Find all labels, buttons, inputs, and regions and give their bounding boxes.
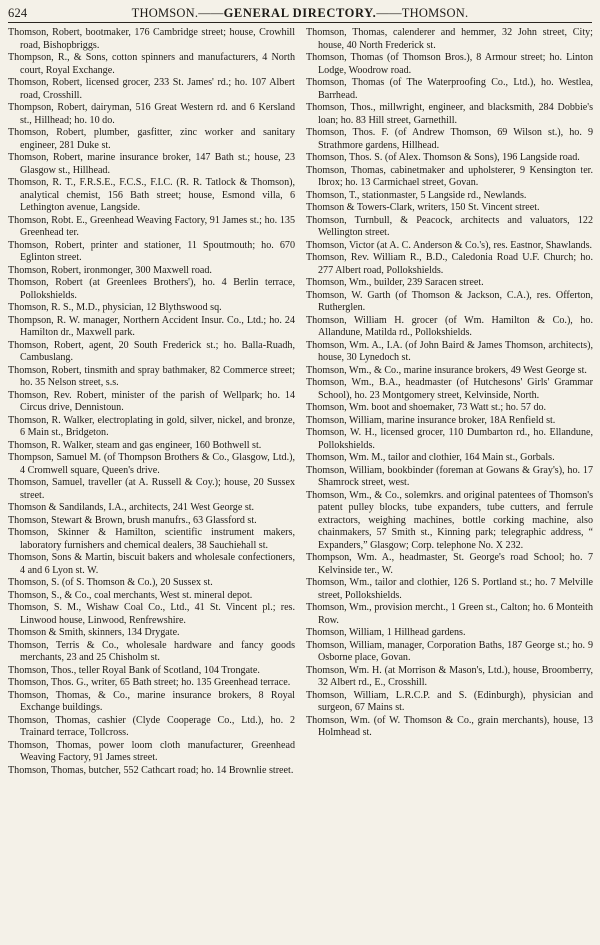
directory-entry: Thomson, William, marine insurance broker, 18A Renfield st.: [306, 414, 556, 426]
directory-entry: Thomson, Wm. M., tailor and clothier, 164 Main st., Gorbals.: [306, 452, 555, 463]
directory-entry: Thomson, R. T., F.R.S.E., F.C.S., F.I.C. (R. R. Tatlock & Thomson), analytical chemist, 156 Bath street; house, Esmond villa, 6 Lethington avenue, Langside.: [8, 177, 295, 213]
directory-entry: Thompson, R., & Sons, cotton spinners and manufacturers, 4 North court, Royal Exchange.: [8, 52, 295, 76]
directory-entry: Thomson, William, bookbinder (foreman at Gowans & Gray's), ho. 17 Shamrock street, west.: [306, 464, 593, 488]
header-left-word: THOMSON.: [131, 6, 199, 20]
directory-entry: Thomson, Thos., millwright, engineer, and blacksmith, 284 Dobbie's loan; ho. 83 Hill street, Garnethill.: [306, 102, 593, 126]
directory-entry: Thomson, Skinner & Hamilton, scientific instrument makers, laboratory furnishers and chemical dealers, 38 Sauchiehall st.: [8, 527, 295, 551]
directory-entry: Thomson, Thomas (of The Waterproofing Co., Ltd.), ho. Westlea, Barrhead.: [306, 77, 593, 101]
directory-entry: Thomson, Thomas, butcher, 552 Cathcart road; ho. 14 Brownlie street.: [8, 764, 294, 776]
page-header: [8, 4, 592, 24]
header-right-word: THOMSON.: [401, 6, 469, 20]
directory-entry: Thomson, S. M., Wishaw Coal Co., Ltd., 41 St. Vincent pl.; res. Linwood house, Linwood, Renfrewshire.: [8, 602, 295, 626]
directory-entry: Thomson, Robert, ironmonger, 300 Maxwell road.: [8, 264, 212, 276]
directory-entry: Thomson, Rev. William R., B.D., Caledonia Road U.F. Church; ho. 277 Albert road, Pollokshields.: [306, 252, 593, 276]
directory-entry: Thomson, Terris & Co., wholesale hardware and fancy goods merchants, 23 and 25 Chisholm st.: [8, 639, 295, 663]
directory-entry: Thomson, Wm., & Co., marine insurance brokers, 49 West George st.: [306, 364, 587, 376]
directory-entry: Thomson, Wm., B.A., headmaster (of Hutchesons' Girls' Grammar School), ho. 23 Montgomery street, Kelvinside, North.: [306, 377, 593, 401]
directory-entry: Thomson, Robert, licensed grocer, 233 St. James' rd.; ho. 107 Albert road, Crosshill.: [8, 77, 295, 101]
directory-entry: Thomson, Thos., teller Royal Bank of Scotland, 104 Trongate.: [8, 664, 260, 676]
directory-entry: Thomson, William, manager, Corporation Baths, 187 George st.; ho. 9 Osborne place, Govan.: [306, 639, 593, 663]
directory-entry: Thomson, William, 1 Hillhead gardens.: [306, 627, 466, 638]
directory-entry: Thomson, Thos. F. (of Andrew Thomson, 69 Wilson st.), ho. 9 Strathmore gardens, Hillhead.: [306, 127, 593, 151]
directory-entry: Thomson, R. Walker, steam and gas engineer, 160 Bothwell st.: [8, 439, 262, 451]
directory-entry: Thomson & Sandilands, I.A., architects, 241 West George st.: [8, 502, 255, 513]
directory-entry: Thomson, T., stationmaster, 5 Langside rd., Newlands.: [306, 189, 527, 201]
directory-entry: Thomson, Wm., tailor and clothier, 126 S. Portland st.; ho. 7 Melville street, Pollokshields.: [306, 577, 593, 601]
directory-entry: Thomson, S., & Co., coal merchants, West st. mineral depot.: [8, 589, 253, 601]
directory-entry: Thomson, Samuel, traveller (at A. Russell & Coy.); house, 20 Sussex street.: [8, 477, 295, 501]
directory-entry: Thomson, Stewart & Brown, brush manufrs., 63 Glassford st.: [8, 514, 257, 526]
directory-entry: Thomson, Thomas, cabinetmaker and upholsterer, 9 Kensington ter. Ibrox; ho. 13 Carmichael street, Govan.: [306, 164, 593, 188]
directory-entry: Thomson, Robert, agent, 20 South Frederick st.; ho. Balla-Ruadh, Cambuslang.: [8, 339, 295, 363]
directory-entry: Thomson, Thos. G., writer, 65 Bath street; ho. 135 Greenhead terrace.: [8, 677, 291, 688]
directory-entry: Thompson, Samuel M. (of Thompson Brothers & Co., Glasgow, Ltd.), 4 Cromwell square, Queen's drive.: [8, 452, 295, 476]
directory-entry: Thomson, Thomas (of Thomson Bros.), 8 Armour street; ho. Linton Lodge, Woodrow road.: [306, 52, 593, 76]
directory-entry: Thomson, Wm., & Co., solemkrs. and original patentees of Thomson's patent pulley blocks, tube expanders, tube cutters, and ferrule extractors, weighing machines, bottle corking machine, also chainmakers, 57 Smith st., Kinning park; telegraphic address, “ Expanders,” Glasgow; Corp. telephone No. X 232.: [306, 489, 593, 551]
directory-entry: Thomson, William, L.R.C.P. and S. (Edinburgh), physician and surgeon, 67 Mains st.: [306, 689, 593, 713]
directory-entry: Thomson, Thomas, cashier (Clyde Cooperage Co., Ltd.), ho. 2 Trainard terrace, Tollcross.: [8, 714, 295, 738]
running-title: THOMSON.——GENERAL DIRECTORY.——THOMSON.: [131, 6, 469, 20]
directory-entry: Thomson, Wm., builder, 239 Saracen street.: [306, 277, 484, 288]
directory-entry: Thomson, W. Garth (of Thomson & Jackson, C.A.), res. Offerton, Rutherglen.: [306, 289, 593, 313]
directory-entry: Thomson, Robert (at Greenlees Brothers'), ho. 4 Berlin terrace, Pollokshields.: [8, 277, 295, 301]
directory-entry: Thomson, R. S., M.D., physician, 12 Blythswood sq.: [8, 302, 222, 313]
directory-entry: Thomson, W. H., licensed grocer, 110 Dumbarton rd., ho. Ellandune, Pollokshields.: [306, 427, 593, 451]
directory-entry: Thomson, Wm. H. (at Morrison & Mason's, Ltd.), house, Broomberry, 32 Albert rd., E., Crosshill.: [306, 664, 593, 688]
directory-entry: Thomson, William H. grocer (of Wm. Hamilton & Co.), ho. Allandune, Matilda rd., Pollokshields.: [306, 314, 593, 338]
header-rule: [8, 22, 592, 23]
directory-entry: Thompson, R. W. manager, Northern Accident Insur. Co., Ltd.; ho. 24 Hamilton dr., Maxwell park.: [8, 314, 295, 338]
header-title: GENERAL DIRECTORY.: [223, 6, 377, 20]
directory-entry: Thomson, Turnbull, & Peacock, architects and valuators, 122 Wellington street.: [306, 214, 593, 238]
directory-entry: Thomson & Smith, skinners, 134 Drygate.: [8, 627, 180, 638]
directory-entry: Thompson, Wm. A., headmaster, St. George's road School; ho. 7 Kelvinside ter., W.: [306, 552, 593, 576]
directory-entry: Thomson, Wm., provision mercht., 1 Green st., Calton; ho. 6 Monteith Row.: [306, 602, 593, 626]
directory-entry: Thomson & Towers-Clark, writers, 150 St. Vincent street.: [306, 202, 540, 213]
directory-entry: Thomson, Robert, marine insurance broker, 147 Bath st.; house, 23 Glasgow st., Hillhead.: [8, 152, 295, 176]
directory-entry: Thomson, Wm. A., I.A. (of John Baird & James Thomson, architects), house, 30 Lynedoch st.: [306, 339, 593, 363]
directory-entry: Thomson, Thomas, calenderer and hemmer, 32 John street, City; house, 40 North Frederick st.: [306, 27, 593, 51]
page-number: 624: [8, 6, 28, 20]
directory-entry: Thomson, Sons & Martin, biscuit bakers and wholesale confectioners, 4 and 6 Lyon st. W.: [8, 552, 295, 576]
directory-entry: Thompson, Robert, dairyman, 516 Great Western rd. and 6 Kersland st., Hillhead; ho. 10 do.: [8, 102, 295, 126]
directory-entry: Thomson, Robert, tinsmith and spray bathmaker, 82 Commerce street; ho. 35 Nelson street, s.s.: [8, 364, 295, 388]
directory-entry: Thomson, Wm. boot and shoemaker, 73 Watt st.; ho. 57 do.: [306, 402, 547, 413]
left-column: [8, 27, 295, 777]
directory-entry: Thomson, Victor (at A. C. Anderson & Co.'s), res. Eastnor, Shawlands.: [306, 239, 593, 251]
directory-entry: Thomson, S. (of S. Thomson & Co.), 20 Sussex st.: [8, 577, 213, 588]
directory-entry: Thomson, Thos. S. (of Alex. Thomson & Sons), 196 Langside road.: [306, 152, 580, 163]
directory-entry: Thomson, Rev. Robert, minister of the parish of Wellpark; ho. 14 Circus drive, Dennistoun.: [8, 389, 295, 413]
directory-entry: Thomson, Robt. E., Greenhead Weaving Factory, 91 James st.; ho. 135 Greenhead ter.: [8, 214, 295, 238]
directory-entry: Thomson, Thomas, & Co., marine insurance brokers, 8 Royal Exchange buildings.: [8, 689, 295, 713]
directory-entry: Thomson, Thomas, power loom cloth manufacturer, Greenhead Weaving Factory, 91 James street.: [8, 739, 295, 763]
right-column: [306, 27, 593, 740]
directory-entry: Thomson, Robert, bootmaker, 176 Cambridge street; house, Crowhill road, Bishopbriggs.: [8, 27, 295, 51]
directory-entry: Thomson, R. Walker, electroplating in gold, silver, nickel, and bronze, 6 Main st., Bridgeton.: [8, 414, 295, 438]
directory-entry: Thomson, Robert, plumber, gasfitter, zinc worker and sanitary engineer, 281 Duke st.: [8, 127, 295, 151]
directory-entry: Thomson, Wm. (of W. Thomson & Co., grain merchants), house, 13 Holmhead st.: [306, 714, 593, 738]
directory-entry: Thomson, Robert, printer and stationer, 11 Spoutmouth; ho. 670 Eglinton street.: [8, 239, 295, 263]
